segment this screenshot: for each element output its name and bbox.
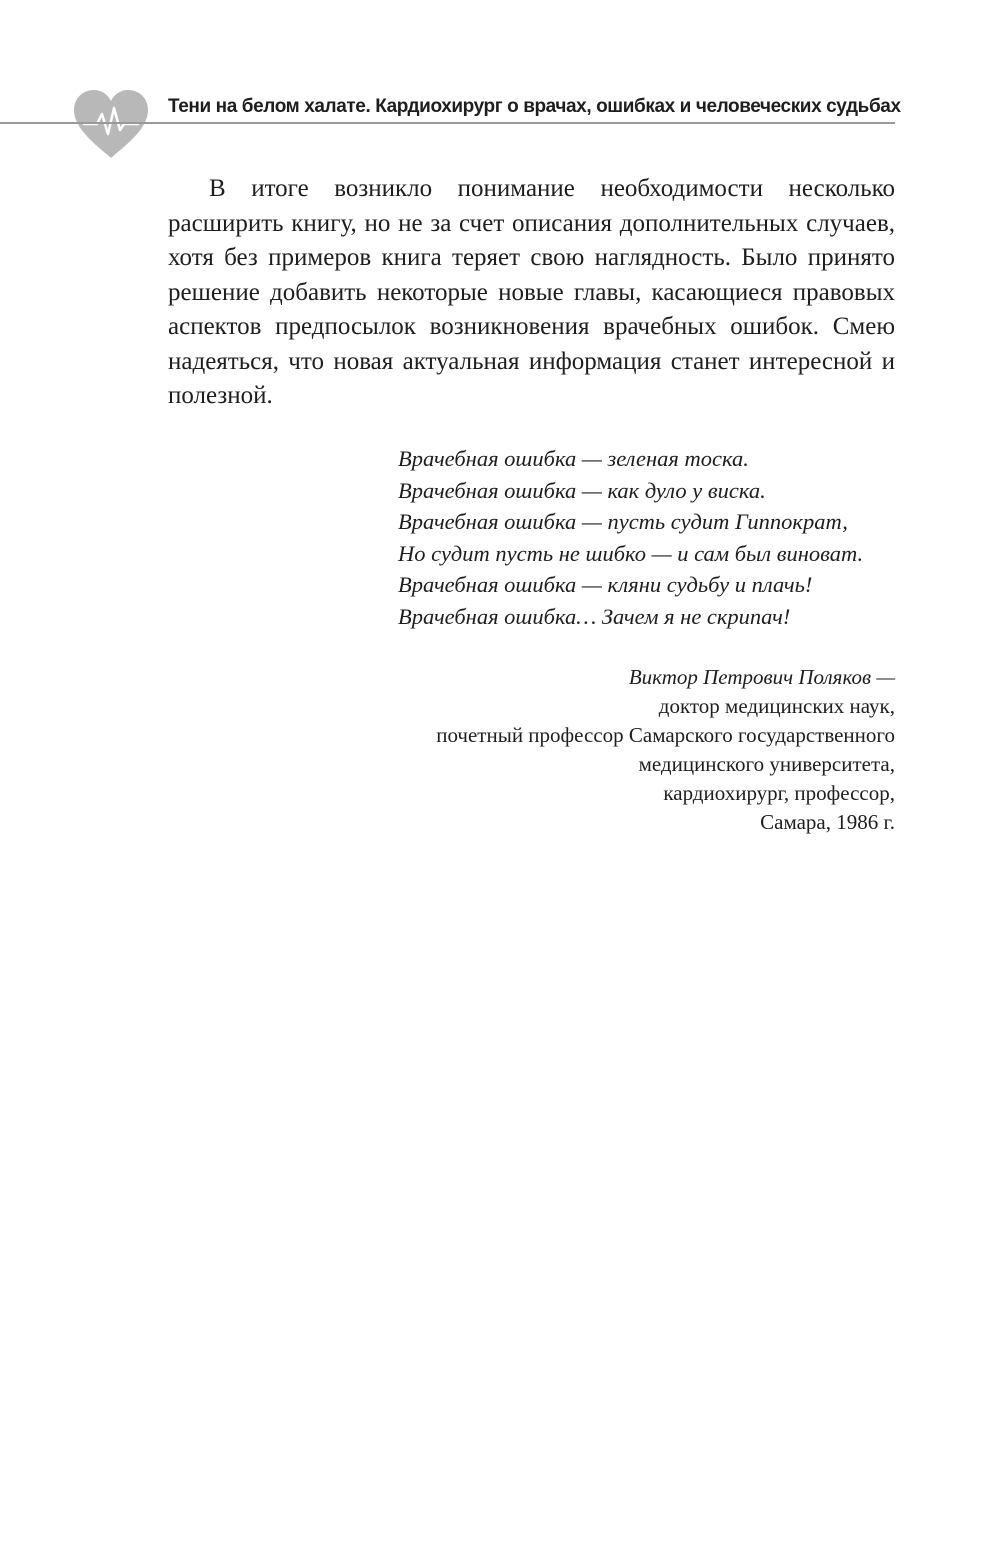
author-signature	[436, 663, 895, 837]
running-header-title: Тени на белом халате. Кардиохирург о врачах, ошибках и человеческих судьбах	[168, 96, 901, 117]
author-name: Виктор Петрович Поляков —	[628, 665, 895, 689]
author-credential: кардиохирург, профессор,	[663, 781, 895, 805]
poem-line: Врачебная ошибка… Зачем я не скрипач!	[398, 603, 791, 629]
author-credential: медицинского университета,	[638, 752, 895, 776]
header-divider	[0, 122, 895, 124]
author-credential: доктор медицинских наук,	[658, 694, 895, 718]
poem-line: Но судит пусть не шибко — и сам был виноват.	[398, 540, 864, 566]
heart-pulse-icon	[70, 88, 152, 160]
poem-line: Врачебная ошибка — зеленая тоска.	[398, 446, 749, 471]
author-credential: почетный профессор Самарского государственного	[436, 723, 895, 747]
poem-line: Врачебная ошибка — пусть судит Гиппократ,	[398, 509, 848, 534]
body-paragraph: В итоге возникло понимание необходимости несколько расширить книгу, но не за счет описания дополнительных случаев, хотя без примеров книга теряет свою наглядность. Было принято решение добавить некоторые новые главы, касающиеся правовых аспектов предпосылок возникновения врачебных ошибок. Смею надеяться, что новая актуальная информация станет интересной и полезной.	[168, 175, 895, 409]
main-text	[168, 172, 895, 414]
poem-line: Врачебная ошибка — как дуло у виска.	[398, 477, 766, 503]
epigraph-poem	[398, 443, 863, 632]
signature-place-date: Самара, 1986 г.	[760, 810, 895, 834]
poem-line: Врачебная ошибка — кляни судьбу и плачь!	[398, 572, 813, 597]
